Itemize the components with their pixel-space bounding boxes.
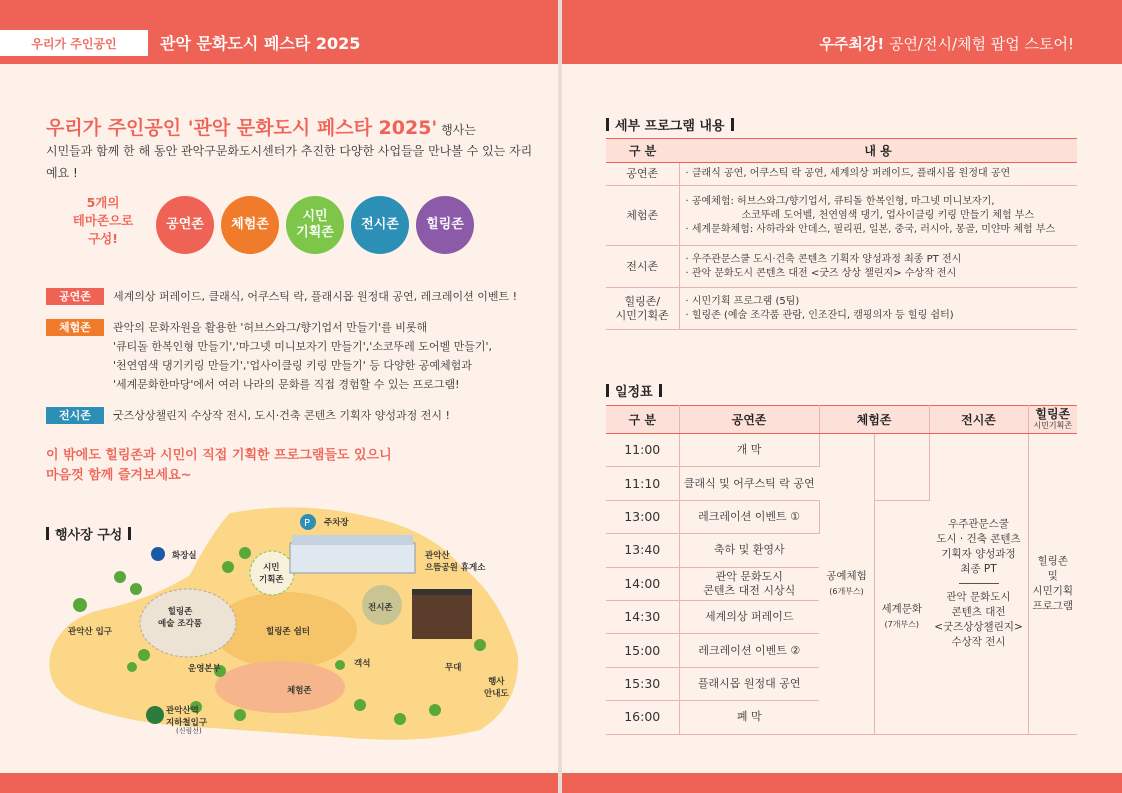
right-title-rest: 공연/전시/체험 팝업 스토어! — [884, 35, 1074, 53]
schedule-title-text: 일정표 — [615, 385, 653, 400]
program-header-row — [606, 139, 1077, 163]
program-section-title — [606, 115, 734, 134]
map-label-station: 관악산역 지하철입구 — [166, 706, 208, 728]
restroom-icon — [151, 547, 165, 561]
right-header-bar — [562, 0, 1122, 64]
zone-circle-exhibit: 전시존 — [351, 196, 409, 254]
program-line: · 우주관문스쿨 도시·건축 콘텐츠 기획자 양성과정 최종 PT 전시 — [685, 253, 962, 265]
title-bar-left — [606, 384, 609, 397]
headline-tail: 행사는 — [437, 123, 476, 137]
zone-text: 세계의상 퍼레이드, 클래식, 어쿠스틱 락, 플래시몹 원정대 공연, 레크레이션 이벤트 ! — [113, 290, 518, 303]
zone-circle-performance: 공연존 — [156, 196, 214, 254]
map-building-roof — [292, 535, 413, 545]
header-tag: 우리가 주인공인 — [0, 30, 148, 56]
schedule-event: 레크레이션 이벤트 ② — [679, 634, 819, 667]
program-content — [679, 186, 1077, 246]
map-label-seats: 객석 — [354, 659, 371, 669]
left-page — [0, 0, 558, 793]
program-line: · 클래식 공연, 어쿠스틱 락 공연, 세계의상 퍼레이드, 플래시몹 원정대 공연 — [685, 168, 1011, 179]
map-label-stage: 무대 — [445, 663, 462, 673]
zones-lead: 5개의 테마존으로 구성! — [72, 195, 134, 246]
program-content — [679, 246, 1077, 288]
exhibit-b-text: 관악 문화도시 콘텐츠 대전 <굿즈상상챌린지> 수상작 전시 — [934, 591, 1023, 649]
schedule-header-experience: 체험존 — [819, 406, 929, 434]
left-footer-bar — [0, 773, 558, 793]
subway-icon — [146, 706, 164, 724]
map-title-text: 행사장 구성 — [55, 528, 123, 543]
map-label-exhibit: 전시존 — [368, 603, 393, 613]
craft-label: 공예체험 — [826, 569, 867, 582]
zone-detail-experience — [46, 318, 546, 396]
schedule-header-performance: 공연존 — [679, 406, 819, 434]
venue-map — [40, 505, 520, 745]
zone-text: 관악의 문화자원을 활용한 '허브스와그/향기업서 만들기'를 비롯해 '큐티돌 한복인형 만들기','마그넷 미니보자기 만들기','소코뚜레 도어벨 만들기', '천연염색 댕기키링 만들기','업사이클링 키링 만들기' 등 다양한 공예체험과 '세계문화한마당'에서 여러 나라의 문화를 직접 경험할 수 있는 프로그램! — [113, 321, 493, 391]
program-cat: 체험존 — [606, 186, 679, 246]
zone-detail-exhibit — [46, 406, 546, 426]
table-row — [606, 434, 1077, 467]
map-experience-area — [215, 661, 345, 713]
map-label-entrance: 관악산 입구 — [68, 627, 113, 637]
schedule-time: 11:10 — [606, 467, 679, 500]
map-label-rest-area: 관악산 으뜸공원 휴게소 — [425, 551, 486, 573]
schedule-exhibit-cell — [929, 434, 1028, 735]
map-label-citizen: 시민 기획존 — [259, 563, 284, 585]
schedule-time: 15:30 — [606, 667, 679, 700]
map-label-restroom: 화장실 — [172, 551, 197, 561]
schedule-header-exhibit: 전시존 — [929, 406, 1028, 434]
right-footer-bar — [562, 773, 1122, 793]
schedule-header-time: 구 분 — [606, 406, 679, 434]
zone-tag: 체험존 — [46, 319, 104, 336]
program-content — [679, 288, 1077, 330]
table-row — [606, 246, 1077, 288]
schedule-event: 클래식 및 어쿠스틱 락 공연 — [679, 467, 819, 500]
zone-circle-citizen: 시민 기획존 — [286, 196, 344, 254]
program-line: · 세계문화체험: 사하라와 안데스, 필리핀, 일본, 중국, 러시아, 몽골, 미얀마 체험 부스 — [685, 223, 1056, 235]
title-bar-left — [606, 118, 609, 131]
schedule-section-title — [606, 381, 662, 400]
zone-text: 굿즈상상챌린지 수상작 전시, 도시·건축 콘텐츠 기획자 양성과정 전시 ! — [113, 409, 450, 422]
schedule-event: 레크레이션 이벤트 ① — [679, 500, 819, 533]
right-title-bold: 우주최강! — [819, 35, 885, 53]
schedule-event: 세계의상 퍼레이드 — [679, 600, 819, 633]
schedule-header-healing-main: 힐링존 — [1035, 406, 1071, 421]
svg-text:P: P — [304, 518, 311, 529]
schedule-event: 폐 막 — [679, 701, 819, 734]
program-line: 소코뚜레 도어벨, 천연염색 댕기, 업사이클링 키링 만들기 체험 부스 — [741, 209, 1035, 221]
program-line: · 시민기획 프로그램 (5팀) — [685, 295, 800, 307]
right-header-title — [819, 33, 1074, 54]
program-line: · 힐링존 (예술 조각품 관람, 인조잔디, 캠핑의자 등 힐링 쉼터) — [685, 309, 954, 321]
schedule-world-cell — [874, 500, 929, 734]
zone-tag: 공연존 — [46, 288, 104, 305]
schedule-header-healing-sub: 시민기획존 — [1033, 420, 1073, 430]
map-label-healing-rest: 힐링존 쉼터 — [266, 627, 311, 637]
schedule-table — [606, 405, 1077, 735]
schedule-time: 11:00 — [606, 434, 679, 467]
schedule-event: 개 막 — [679, 434, 819, 467]
title-bar-right — [731, 118, 734, 131]
schedule-header-healing — [1028, 406, 1077, 434]
schedule-time: 16:00 — [606, 701, 679, 734]
program-line: · 관악 문화도시 콘텐츠 대전 <굿즈 상상 챌린지> 수상작 전시 — [685, 267, 957, 279]
program-header-content: 내 용 — [679, 139, 1077, 163]
schedule-event: 축하 및 환영사 — [679, 534, 819, 567]
map-label-hq: 운영본부 — [188, 664, 221, 674]
zone-tag: 전시존 — [46, 407, 104, 424]
zone-circle-experience: 체험존 — [221, 196, 279, 254]
program-cat: 공연존 — [606, 163, 679, 186]
exhibit-a-text: 우주관문스쿨 도시 · 건축 콘텐츠 기획자 양성과정 최종 PT — [936, 518, 1021, 576]
left-header-bar — [0, 0, 558, 64]
program-cat: 힐링존/ 시민기획존 — [606, 288, 679, 330]
map-label-healing: 힐링존 예술 조각품 — [158, 607, 203, 629]
schedule-craft-cell — [819, 434, 874, 735]
table-row — [606, 186, 1077, 246]
schedule-header-row — [606, 406, 1077, 434]
map-stage — [412, 593, 472, 639]
map-label-experience: 체험존 — [287, 686, 312, 696]
headline-main: 우리가 주인공인 '관악 문화도시 페스타 2025' — [46, 117, 438, 139]
craft-count: (6개부스) — [829, 586, 864, 596]
schedule-time: 14:30 — [606, 600, 679, 633]
map-label-station-line: (신림선) — [176, 727, 202, 735]
schedule-event: 플래시몹 원정대 공연 — [679, 667, 819, 700]
outro-text: 이 밖에도 힐링존과 시민이 직접 기획한 프로그램들도 있으니 마음껏 함께 즐겨보세요~ — [46, 448, 392, 483]
right-page — [562, 0, 1122, 793]
intro-headline — [46, 116, 526, 142]
map-stage-top — [412, 589, 472, 595]
map-label-guide: 행사 안내도 — [484, 677, 509, 699]
schedule-time: 14:00 — [606, 567, 679, 600]
zone-detail-performance — [46, 287, 546, 307]
table-row — [606, 163, 1077, 186]
schedule-healing-cell: 힐링존 및 시민기획 프로그램 — [1028, 434, 1077, 735]
program-line: · 공예체험: 허브스와그/향기업서, 큐티돌 한복인형, 마그넷 미니보자기, — [685, 195, 995, 207]
table-row — [606, 288, 1077, 330]
zone-circle-healing: 힐링존 — [416, 196, 474, 254]
title-bar-right — [659, 384, 662, 397]
world-label: 세계문화 — [881, 603, 923, 616]
exhibit-divider — [959, 583, 999, 584]
map-label-parking: 주차장 — [324, 518, 349, 528]
program-header-category: 구 분 — [606, 139, 679, 163]
map-building — [290, 543, 415, 573]
schedule-world-blank — [874, 434, 929, 501]
world-count: (7개부스) — [884, 620, 920, 630]
program-title-text: 세부 프로그램 내용 — [615, 119, 725, 134]
schedule-event: 관악 문화도시 콘텐츠 대전 시상식 — [679, 567, 819, 600]
schedule-time: 13:40 — [606, 534, 679, 567]
program-content — [679, 163, 1077, 186]
program-table — [606, 138, 1077, 330]
schedule-time: 15:00 — [606, 634, 679, 667]
header-title: 관악 문화도시 페스타 2025 — [160, 34, 361, 53]
schedule-time: 13:00 — [606, 500, 679, 533]
program-cat: 전시존 — [606, 246, 679, 288]
intro-body: 시민들과 함께 한 해 동안 관악구문화도시센터가 추진한 다양한 사업들을 만나볼 수 있는 자리예요 ! — [46, 144, 533, 180]
